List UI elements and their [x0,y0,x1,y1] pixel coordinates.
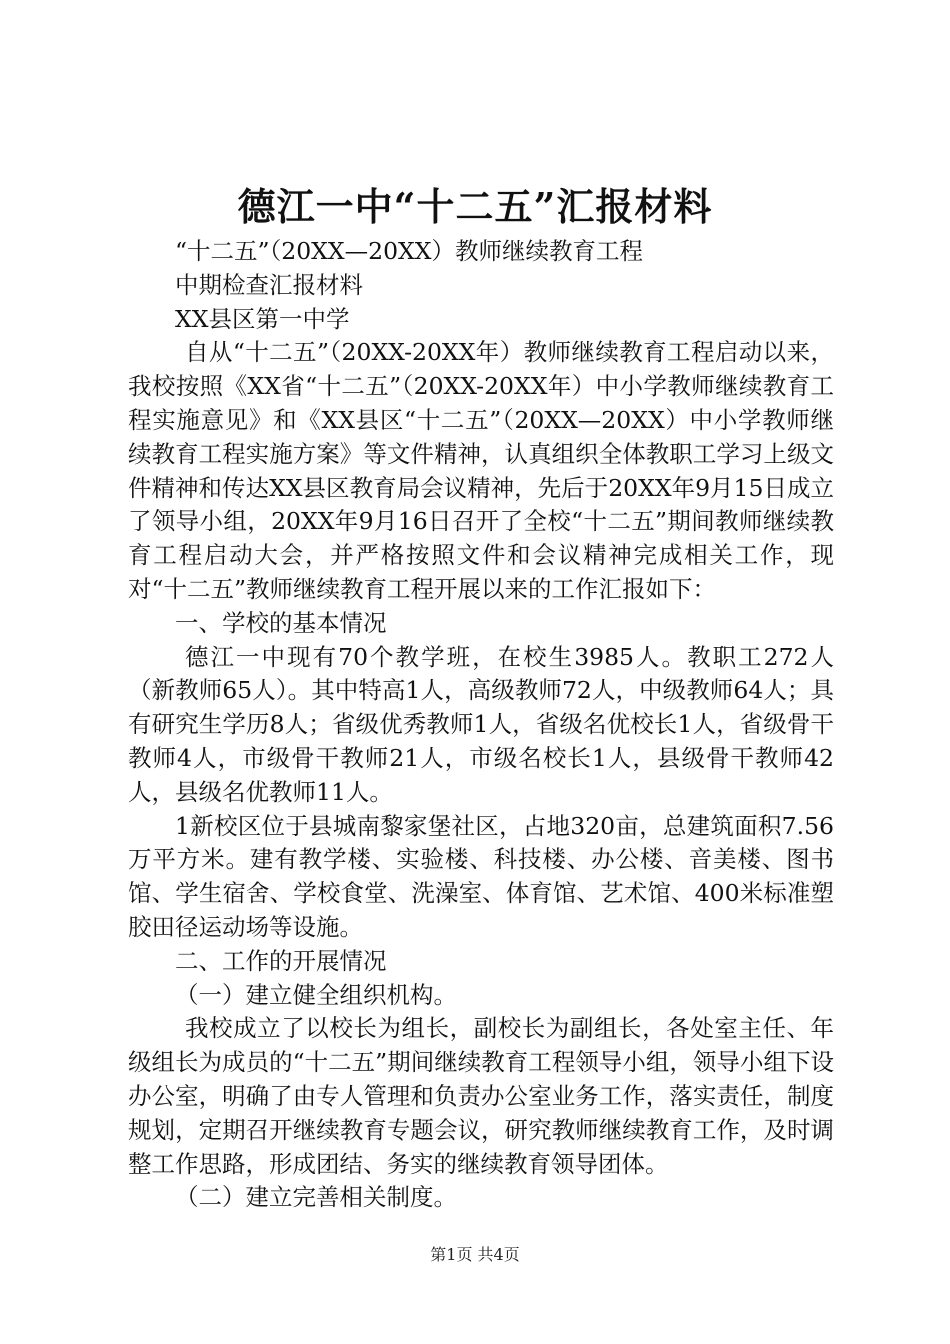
body-paragraph: 我校成立了以校长为组长，副校长为副组长，各处室主任、年级组长为成员的“十二五”期间继续教育工程领导小组，领导小组下设办公室，明确了由专人管理和负责办公室业务工作，落实责任，制度规划，定期召开继续教育专题会议，研究教师继续教育工作，及时调整工作思路，形成团结、务实的继续教育领导团体。 [128,1014,834,1178]
school-name: XX县区第一中学 [175,304,350,333]
section-heading: 一、学校的基本情况 [175,608,387,637]
section-heading: 二、工作的开展情况 [175,946,387,975]
page-footer: 第1页 共4页 [430,1245,520,1264]
document-title: 德江一中“十二五”汇报材料 [237,184,713,229]
subtitle-line: 中期检查汇报材料 [175,270,363,299]
subsection-heading: （二）建立完善相关制度。 [175,1183,457,1212]
body-paragraph: 1新校区位于县城南黎家堡社区，占地320亩，总建筑面积7.56万平方米。建有教学楼、实验楼、科技楼、办公楼、音美楼、图书馆、学生宿舍、学校食堂、洗澡室、体育馆、艺术馆、400米标准塑胶田径运动场等设施。 [128,811,834,941]
subsection-heading: （一）建立健全组织机构。 [175,980,457,1009]
subtitle-line: “十二五”（20XX—20XX）教师继续教育工程 [175,237,644,265]
body-paragraph: 德江一中现有70个教学班，在校生3985人。教职工272人（新教师65人）。其中特高1人，高级教师72人，中级教师64人；具有研究生学历8人；省级优秀教师1人，省级名优校长1人，省级骨干教师4人，市级骨干教师21人，市级名校长1人，县级骨干教师42人，县级名优教师11人。 [128,642,834,806]
body-paragraph: 自从“十二五”（20XX-20XX年）教师继续教育工程启动以来，我校按照《XX省“十二五”（20XX-20XX年）中小学教师继续教育工程实施意见》和《XX县区“十二五”（20XX—20XX）中小学教师继续教育工程实施方案》等文件精神，认真组织全体教职工学习上级文件精神和传达XX县区教育局会议精神，先后于20XX年9月15日成立了领导小组，20XX年9月16日召开了全校“十二五”期间教师继续教育工程启动大会，并严格按照文件和会议精神完成相关工作，现对“十二五”教师继续教育工程开展以来的工作汇报如下： [128,338,834,603]
document-body [128,235,834,1215]
